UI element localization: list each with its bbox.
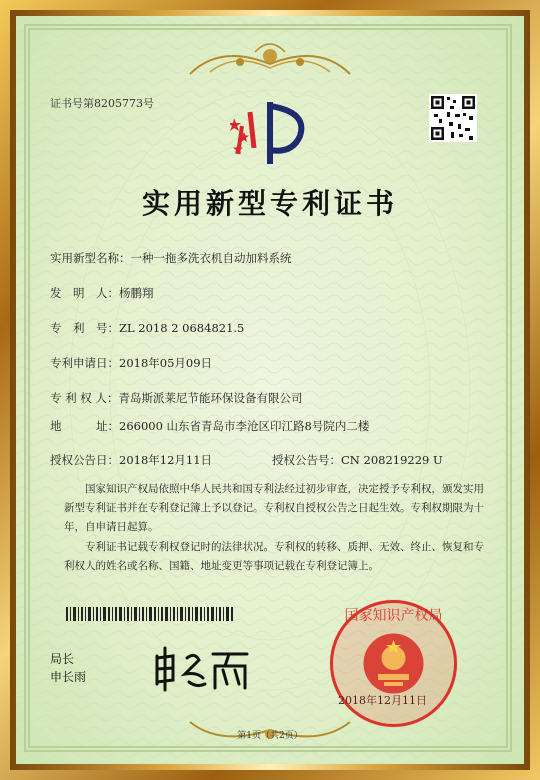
- field-value: 青岛斯派莱尼节能环保设备有限公司: [118, 391, 303, 405]
- patent-office-logo-icon: [230, 98, 312, 170]
- field-patentee: [50, 390, 302, 406]
- signatory-name: 申长雨: [50, 670, 87, 684]
- qr-code-icon: [429, 94, 477, 142]
- official-seal-icon: [326, 596, 461, 731]
- field-value: 2018年05月09日: [119, 356, 213, 370]
- field-grant-announcement-date: [50, 452, 212, 468]
- field-value: CN 208219229 U: [341, 453, 443, 467]
- field-value: 一种一拖多洗衣机自动加料系统: [130, 251, 292, 265]
- field-label: 专 利 号：: [50, 321, 119, 335]
- field-label: 专利申请日：: [50, 356, 119, 370]
- field-address: [50, 418, 369, 434]
- field-label: 地 址：: [50, 419, 119, 433]
- field-value: 杨鹏翔: [119, 286, 154, 300]
- barcode-icon: [66, 607, 234, 621]
- field-inventor: [50, 285, 154, 301]
- handwritten-signature: [151, 644, 251, 694]
- field-value: ZL 2018 2 0684821.5: [119, 321, 245, 335]
- field-label: 授权公告日：: [50, 453, 119, 467]
- field-utility-model-name: [50, 250, 292, 266]
- seal-date: 2018年12月11日: [338, 694, 427, 707]
- page-indicator: 第1页（共2页）: [237, 731, 303, 741]
- field-value: 2018年12月11日: [119, 453, 213, 467]
- certificate-number: 证书号第8205773号: [50, 97, 154, 110]
- field-label: 授权公告号：: [272, 453, 341, 467]
- field-label: 专 利 权 人：: [50, 391, 119, 405]
- field-application-date: [50, 355, 212, 371]
- signatory-title: 局长: [50, 652, 75, 666]
- field-patent-number: [50, 320, 244, 336]
- field-grant-announcement-number: [272, 452, 443, 468]
- field-label: 实用新型名称：: [50, 251, 131, 265]
- certificate-title: 实用新型专利证书: [141, 187, 398, 220]
- legal-status-paragraph: 专利证书记载专利权登记时的法律状况。专利权的转移、质押、无效、终止、恢复和专利权人的姓名或名称、国籍、地址变更等事项记载在专利登记簿上。: [64, 541, 484, 572]
- field-value: 266000 山东省青岛市李沧区印江路8号院内二楼: [119, 419, 370, 433]
- field-label: 发 明 人：: [50, 286, 119, 300]
- certificate-paper: [16, 16, 524, 764]
- seal-text: 国家知识产权局: [344, 608, 443, 624]
- top-ornament-icon: [180, 34, 360, 82]
- grant-statement-paragraph: 国家知识产权局依照中华人民共和国专利法经过初步审查，决定授予专利权，颁发实用新型专利证书并在专利登记簿上予以登记。专利权自授权公告之日起生效。专利权期限为十年，自申请日起算。: [64, 483, 484, 533]
